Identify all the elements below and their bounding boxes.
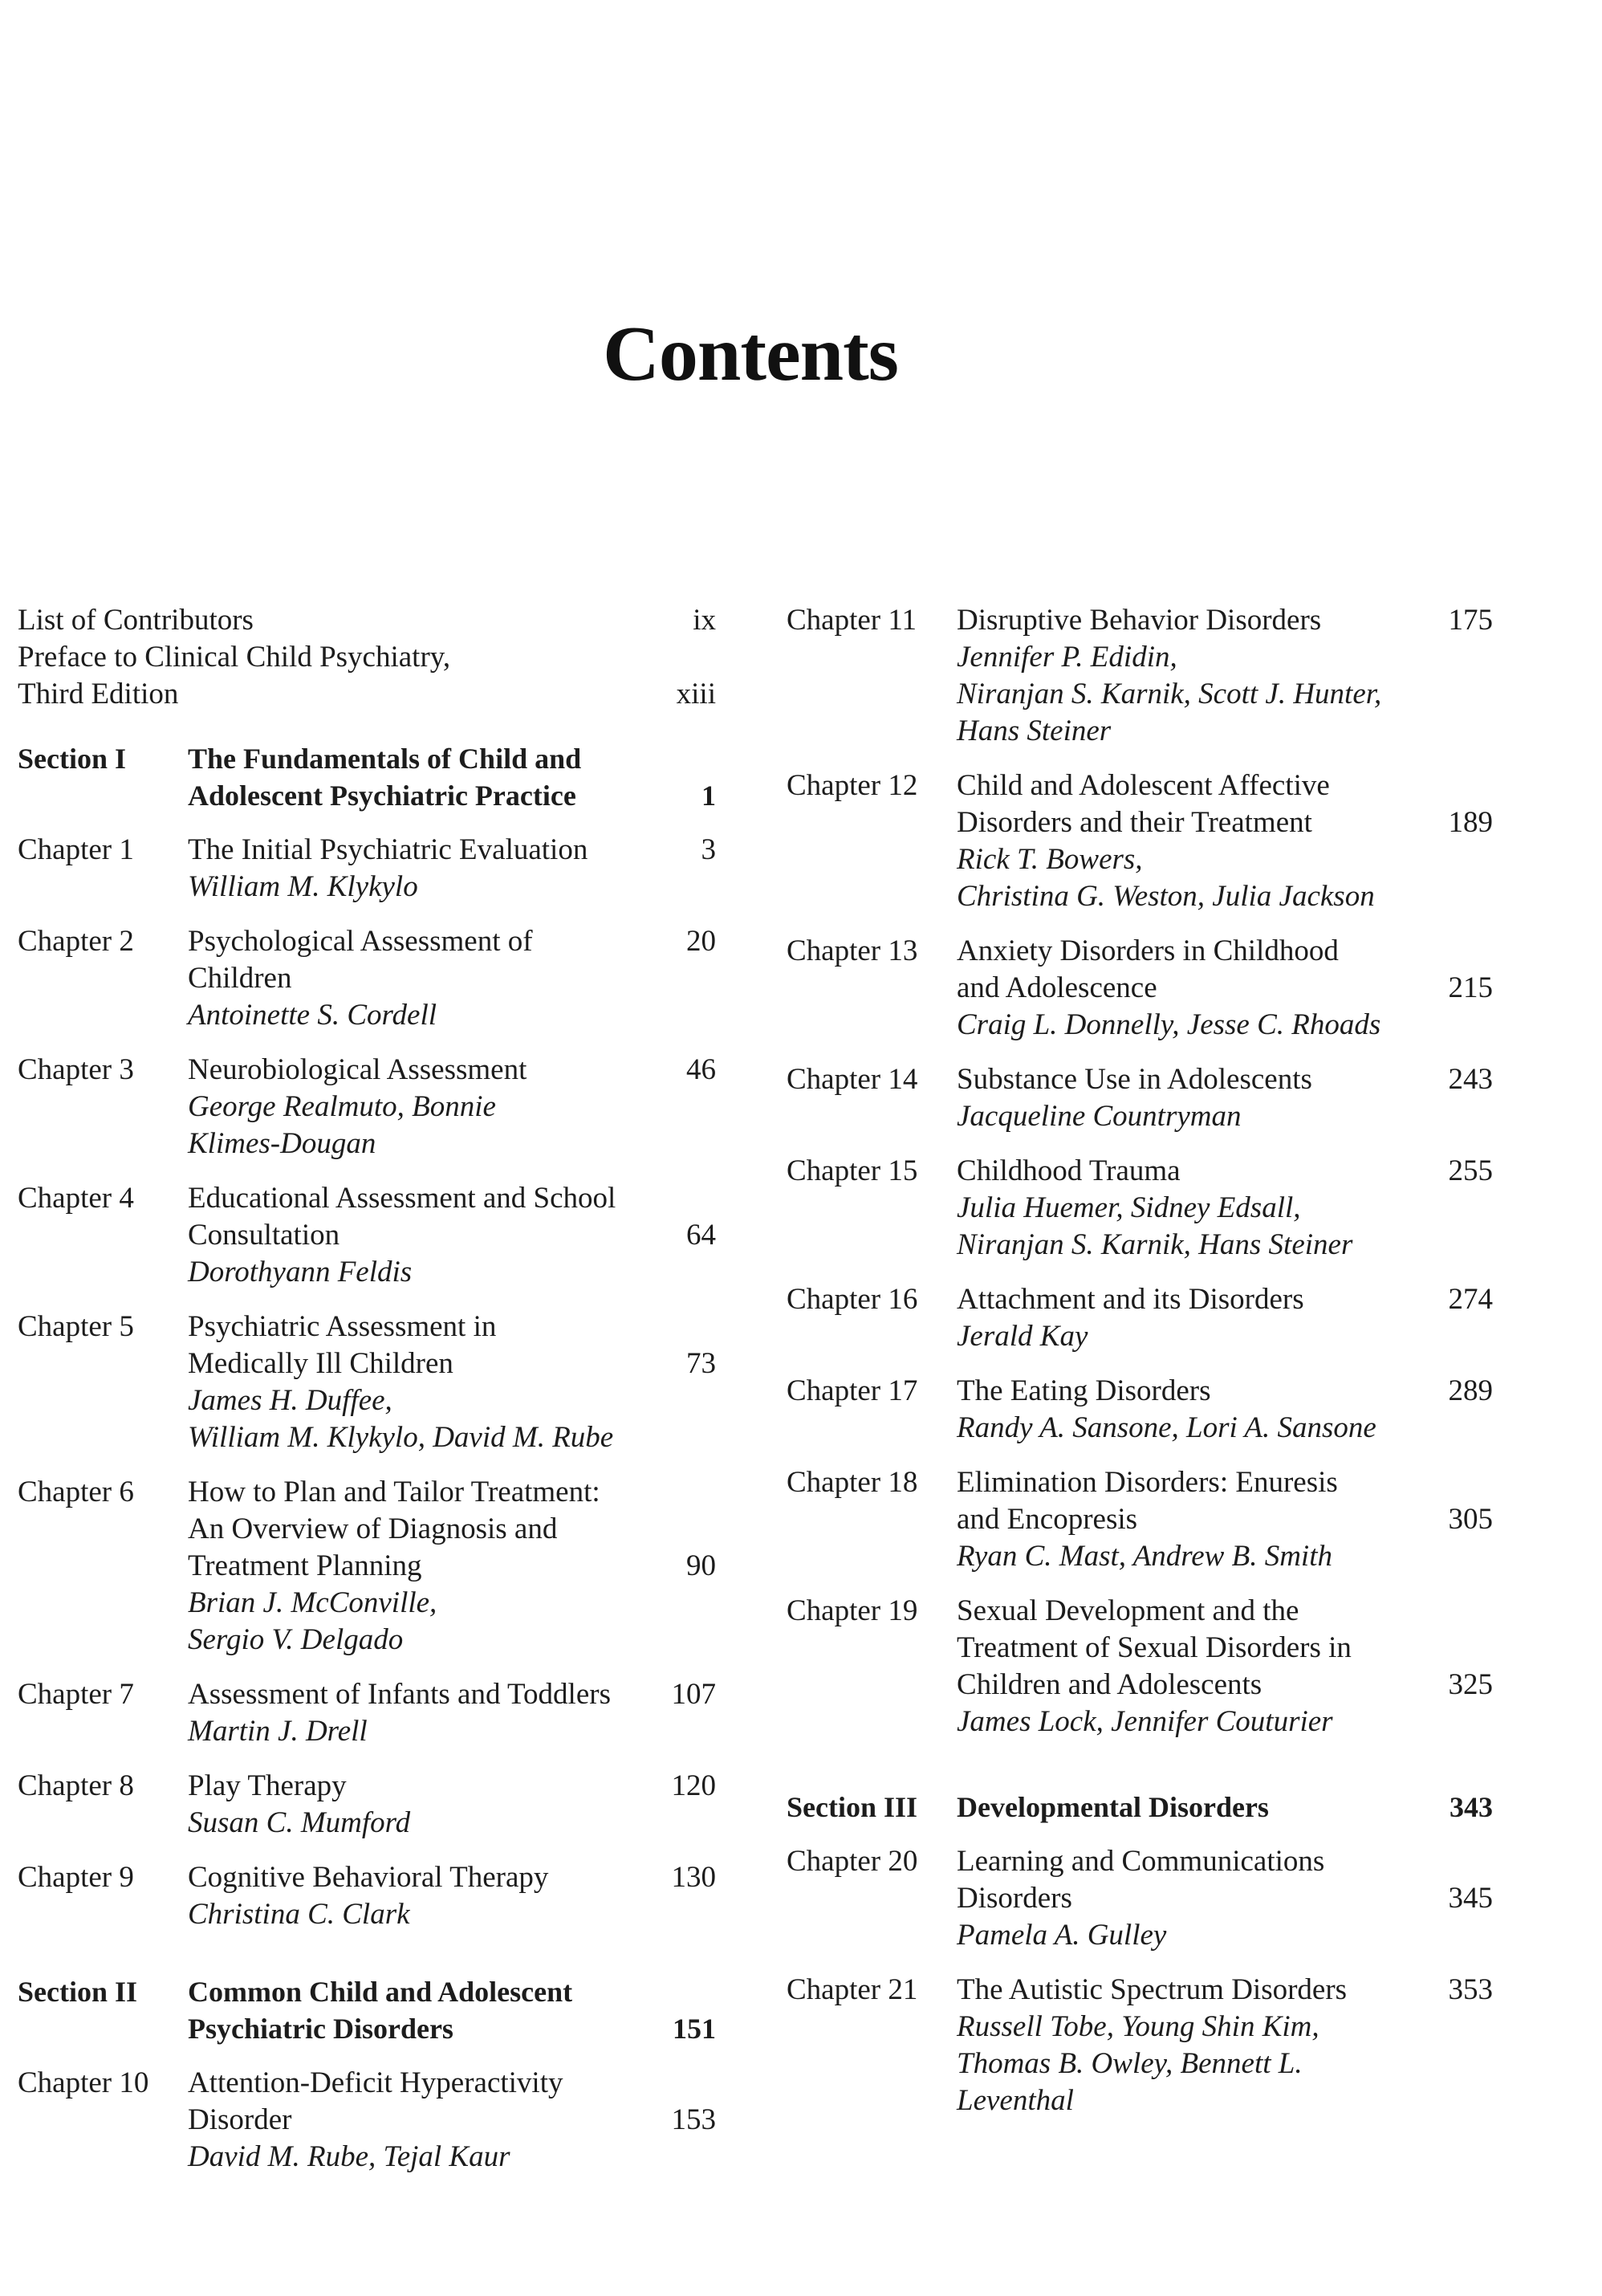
chapter-label: Chapter 5 [18,1310,134,1343]
page-number: ix [693,604,716,637]
entry-authors: Craig L. Donnelly, Jesse C. Rhoads [957,1008,1381,1041]
entry-authors: David M. Rube, Tejal Kaur [188,2140,510,2173]
page-number: 343 [1450,1791,1493,1823]
entry-authors: Brian J. McConville, [188,1586,437,1619]
chapter-entry [787,602,1493,750]
entry-title: Play Therapy [188,1769,347,1802]
entry-body [957,1153,1493,1264]
chapter-label: Chapter 18 [787,1466,918,1499]
entry-title: Attachment and its Disorders [957,1283,1304,1316]
entry-authors: Niranjan S. Karnik, Scott J. Hunter, [957,678,1382,710]
chapter-label: Chapter 7 [18,1678,134,1711]
entry-authors: Martin J. Drell [188,1715,368,1748]
front-matter-title: List of Contributors [18,604,254,637]
entry-title: Childhood Trauma [957,1154,1181,1187]
page-number: 289 [1448,1374,1493,1407]
chapter-label: Chapter 19 [787,1594,918,1627]
entry-authors: James Lock, Jennifer Couturier [957,1705,1333,1738]
entry-authors: Antoinette S. Cordell [188,999,437,1032]
entry-title: Consultation [188,1219,340,1252]
page-number: 64 [686,1219,716,1252]
entry-authors: Christina C. Clark [188,1898,410,1931]
entry-body [957,1373,1493,1447]
chapter-entry [18,1676,716,1750]
entry-authors: Christina G. Weston, Julia Jackson [957,880,1375,913]
entry-authors: Jennifer P. Edidin, [957,641,1177,674]
entry-authors: Thomas B. Owley, Bennett L. Leventhal [957,2047,1303,2117]
section-entry [787,1789,1493,1826]
entry-authors: Ryan C. Mast, Andrew B. Smith [957,1540,1332,1573]
entry-authors: George Realmuto, Bonnie [188,1090,496,1123]
entry-authors: Dorothyann Feldis [188,1256,413,1288]
entry-title: Medically Ill Children [188,1347,453,1380]
chapter-label: Chapter 1 [18,833,134,866]
page-number: 153 [671,2103,716,2136]
entry-body [188,1474,716,1659]
chapter-entry [787,1153,1493,1264]
chapter-entry [787,1373,1493,1447]
chapter-entry [18,1768,716,1842]
entry-title: Disorder [188,2103,292,2136]
chapter-label: Chapter 13 [787,934,918,967]
entry-authors: James H. Duffee, [188,1384,392,1417]
entry-authors: Julia Huemer, Sidney Edsall, [957,1191,1301,1224]
entry-title: and Encopresis [957,1503,1138,1536]
page-number: 130 [671,1861,716,1894]
chapter-label: Chapter 16 [787,1283,918,1316]
entry-body [188,740,716,814]
chapter-entry [18,1180,716,1291]
chapter-entry [787,767,1493,915]
entry-body [188,1973,716,2047]
entry-title: and Adolescence [957,971,1157,1004]
entry-body [188,2065,716,2176]
chapter-entry [18,1309,716,1456]
entry-body [957,1593,1493,1740]
chapter-label: Chapter 15 [787,1154,918,1187]
entry-body [188,1180,716,1291]
section-entry [18,740,716,814]
entry-body [188,1309,716,1456]
chapter-entry [787,1061,1493,1135]
chapter-entry [787,1972,1493,2119]
entry-authors: Susan C. Mumford [188,1806,411,1839]
entry-title: How to Plan and Tailor Treatment: [188,1476,600,1508]
section-label: Section I [18,743,126,775]
entry-body [188,1052,716,1162]
chapter-entry [18,1859,716,1933]
entry-authors: Jacqueline Countryman [957,1100,1242,1133]
entry-body [188,1768,716,1842]
chapter-entry [787,1281,1493,1355]
section-label: Section III [787,1791,918,1823]
entry-authors: Russell Tobe, Young Shin Kim, [957,2010,1319,2043]
chapter-entry [18,2065,716,2176]
entry-title: Sexual Development and the [957,1594,1299,1627]
page-title: Contents [603,311,898,397]
front-matter-list [18,602,716,713]
entry-body [188,1676,716,1750]
page-number: 215 [1448,971,1493,1004]
chapter-label: Chapter 14 [787,1063,918,1096]
entry-title: Common Child and Adolescent [188,1976,573,2008]
chapter-label: Chapter 3 [18,1053,134,1086]
entry-authors: Rick T. Bowers, [957,843,1143,876]
entry-title: Neurobiological Assessment [188,1053,527,1086]
entry-title: Psychiatric Disorders [188,2013,453,2045]
entry-authors: Pamela A. Gulley [957,1919,1167,1952]
entry-title: Learning and Communications [957,1845,1325,1878]
chapter-entry [787,1464,1493,1575]
entry-title: An Overview of Diagnosis and [188,1512,558,1545]
entry-title: Disruptive Behavior Disorders [957,604,1322,637]
entry-title: Assessment of Infants and Toddlers [188,1678,611,1711]
entry-authors: William M. Klykylo [188,870,418,903]
entry-body [188,1859,716,1933]
entry-title: Treatment of Sexual Disorders in [957,1631,1352,1664]
entry-title: Cognitive Behavioral Therapy [188,1861,549,1894]
entry-title: The Initial Psychiatric Evaluation [188,833,588,866]
page-number: 1 [701,780,716,812]
chapter-entry [787,1593,1493,1740]
entry-title: Attention-Deficit Hyperactivity [188,2066,563,2099]
page-number: 189 [1448,806,1493,839]
entry-title: Elimination Disorders: Enuresis [957,1466,1338,1499]
chapter-label: Chapter 12 [787,769,918,802]
chapter-label: Chapter 11 [787,604,917,637]
page-number: xiii [676,678,716,710]
page-number: 274 [1448,1283,1493,1316]
entry-authors: Randy A. Sansone, Lori A. Sansone [957,1411,1376,1444]
chapter-entry [18,832,716,906]
entry-title: Treatment Planning [188,1549,422,1582]
entry-body [957,1061,1493,1135]
page-number: 175 [1448,604,1493,637]
page-number: 151 [673,2013,716,2045]
page-number: 107 [671,1678,716,1711]
page-number: 353 [1448,1973,1493,2006]
entry-body [957,1843,1493,1954]
chapter-label: Chapter 17 [787,1374,918,1407]
entry-authors: Klimes-Dougan [188,1127,376,1160]
front-matter-title: Third Edition [18,678,179,710]
section-label: Section II [18,1976,138,2008]
section-entry [18,1973,716,2047]
toc-right-entries [787,602,1493,2119]
chapter-label: Chapter 21 [787,1973,918,2006]
entry-title: The Eating Disorders [957,1374,1211,1407]
chapter-entry [18,923,716,1034]
entry-title: Disorders and their Treatment [957,806,1312,839]
entry-title: Educational Assessment and School [188,1182,616,1215]
entry-title: Psychiatric Assessment in [188,1310,497,1343]
toc-left-column [18,602,716,2176]
entry-body [957,933,1493,1044]
chapter-entry [18,1474,716,1659]
entry-authors: Niranjan S. Karnik, Hans Steiner [957,1228,1353,1261]
toc-left-entries [18,740,716,2176]
entry-body [188,923,716,1034]
toc-right-column [787,602,1493,2119]
chapter-label: Chapter 2 [18,925,134,958]
page-number: 305 [1448,1503,1493,1536]
entry-body [957,1281,1493,1355]
entry-body [957,767,1493,915]
chapter-label: Chapter 6 [18,1476,134,1508]
chapter-label: Chapter 4 [18,1182,134,1215]
page-number: 345 [1448,1882,1493,1915]
entry-body [957,1972,1493,2119]
page-number: 243 [1448,1063,1493,1096]
entry-title: The Autistic Spectrum Disorders [957,1973,1348,2006]
front-matter-item [18,639,716,713]
entry-body [188,832,716,906]
page-number: 46 [686,1053,716,1086]
chapter-entry [787,1843,1493,1954]
entry-title: Child and Adolescent Affective [957,769,1330,802]
page-number: 255 [1448,1154,1493,1187]
page-number: 3 [701,833,716,866]
chapter-label: Chapter 9 [18,1861,134,1894]
entry-title: Substance Use in Adolescents [957,1063,1312,1096]
entry-authors: Hans Steiner [957,714,1112,747]
page-number: 120 [671,1769,716,1802]
entry-authors: Jerald Kay [957,1320,1088,1353]
page-number: 325 [1448,1668,1493,1701]
entry-title: Developmental Disorders [957,1791,1269,1823]
chapter-entry [18,1052,716,1162]
entry-body [957,602,1493,750]
front-matter-item [18,602,716,639]
chapter-label: Chapter 10 [18,2066,149,2099]
entry-title: Anxiety Disorders in Childhood [957,934,1339,967]
page-number: 73 [686,1347,716,1380]
page-number: 90 [686,1549,716,1582]
chapter-entry [787,933,1493,1044]
front-matter-title: Preface to Clinical Child Psychiatry, [18,641,451,674]
entry-body [957,1789,1493,1826]
entry-title: Disorders [957,1882,1072,1915]
entry-body [957,1464,1493,1575]
entry-title: Children and Adolescents [957,1668,1262,1701]
entry-title: The Fundamentals of Child and [188,743,582,775]
entry-authors: William M. Klykylo, David M. Rube [188,1421,614,1454]
entry-authors: Sergio V. Delgado [188,1623,404,1656]
entry-title: Psychological Assessment of Children [188,925,533,995]
page-number: 20 [686,925,716,958]
chapter-label: Chapter 8 [18,1769,134,1802]
chapter-label: Chapter 20 [787,1845,918,1878]
entry-title: Adolescent Psychiatric Practice [188,780,576,812]
